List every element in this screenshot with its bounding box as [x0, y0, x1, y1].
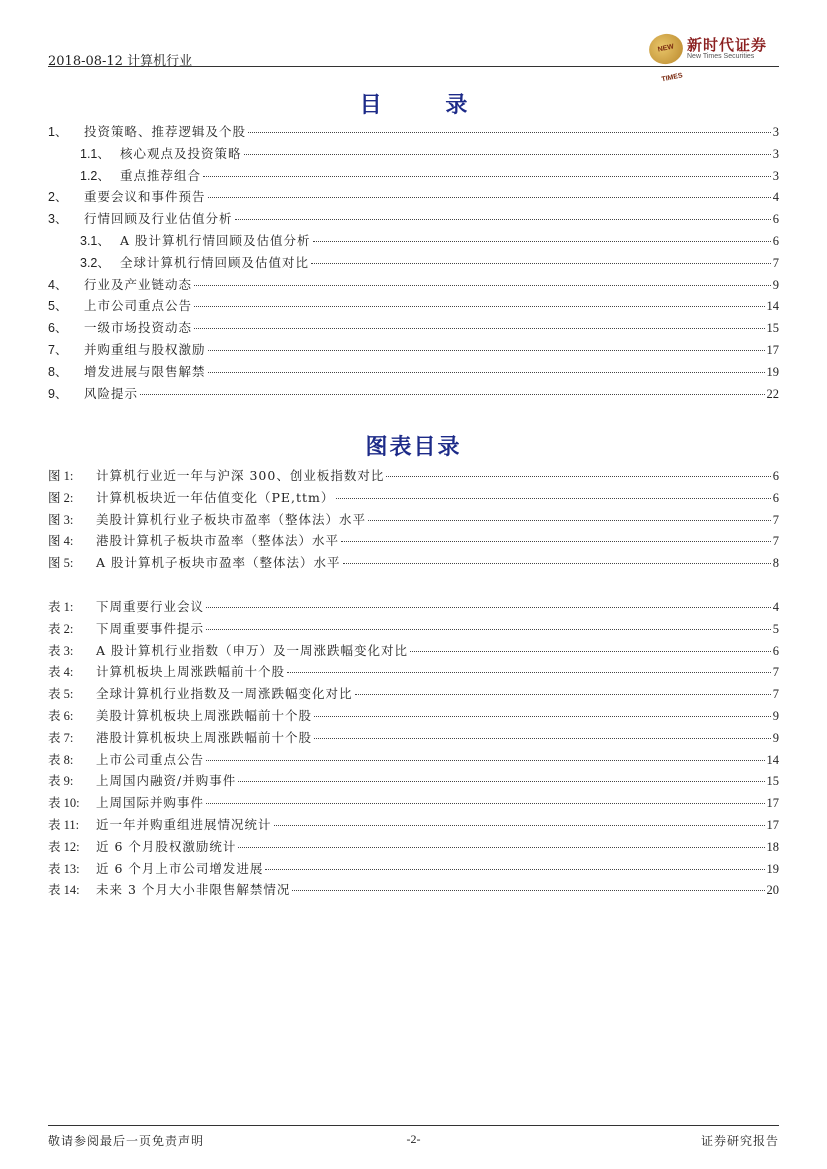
entry-page-number: 9	[772, 730, 779, 745]
entry-page-number: 19	[766, 364, 779, 379]
entry-page-number: 4	[772, 190, 779, 205]
table-entry[interactable]	[48, 641, 779, 663]
entry-label: A 股计算机子板块市盈率（整体法）水平	[96, 555, 341, 571]
entry-label: 重点推荐组合	[120, 167, 202, 183]
entry-number: 2、	[48, 190, 68, 205]
entry-label: 下周重要行业会议	[96, 599, 205, 614]
entry-number: 图 5:	[48, 556, 74, 571]
entry-label: 并购重组与股权激励	[84, 341, 206, 357]
toc-entry[interactable]	[48, 209, 779, 231]
entry-label: 美股计算机板块上周涨跌幅前十个股	[96, 707, 313, 723]
entry-page-number: 7	[772, 687, 779, 702]
entry-label: 港股计算机板块上周涨跌幅前十个股	[96, 729, 313, 745]
entry-page-number: 9	[772, 708, 779, 723]
entry-number: 表 4:	[48, 665, 74, 680]
toc-entry[interactable]	[48, 187, 779, 209]
dot-leader	[248, 132, 771, 133]
entry-number: 表 13:	[48, 861, 80, 876]
entry-label: 全球计算机行业指数及一周涨跌幅变化对比	[96, 686, 353, 702]
company-logo	[649, 32, 779, 84]
table-entry[interactable]	[48, 728, 779, 750]
entry-page-number: 19	[766, 861, 779, 876]
entry-page-number: 17	[766, 817, 779, 832]
table-entry[interactable]	[48, 619, 779, 641]
toc-entry[interactable]	[48, 122, 779, 144]
table-entry[interactable]	[48, 662, 779, 684]
entry-page-number: 6	[772, 643, 779, 658]
entry-label: 上周国际并购事件	[96, 795, 205, 811]
dot-leader	[368, 520, 771, 521]
entry-label: 重要会议和事件预告	[84, 189, 206, 205]
entry-number: 6、	[48, 321, 68, 336]
toc-entry[interactable]	[48, 318, 779, 340]
entry-number: 表 7:	[48, 730, 74, 745]
entry-number: 表 6:	[48, 708, 74, 723]
toc-entry[interactable]	[48, 384, 779, 406]
entry-page-number: 7	[772, 255, 779, 270]
toc-entry[interactable]	[48, 340, 779, 362]
entry-page-number: 9	[772, 277, 779, 292]
entry-number: 1、	[48, 125, 68, 139]
entry-number: 表 12:	[48, 839, 80, 854]
logo-chinese-name: 新时代证券	[687, 36, 768, 54]
header-divider	[48, 66, 779, 67]
toc-entry[interactable]	[48, 144, 779, 166]
entry-number: 5、	[48, 299, 68, 314]
entry-page-number: 14	[766, 752, 779, 767]
entry-number: 表 8:	[48, 752, 74, 767]
table-of-contents	[48, 122, 779, 405]
table-entry[interactable]	[48, 859, 779, 881]
figures-tables-title: 图表目录	[365, 434, 462, 460]
entry-page-number: 6	[772, 233, 779, 248]
entry-number: 1.1、	[80, 146, 110, 161]
entry-page-number: 14	[766, 299, 779, 314]
entry-label: 上市公司重点公告	[96, 751, 205, 767]
toc-entry[interactable]	[48, 362, 779, 384]
logo-english-name: New Times Securities	[687, 53, 755, 60]
table-entry[interactable]	[48, 684, 779, 706]
dot-leader	[194, 306, 764, 307]
entry-label: 近 6 个月股权激励统计	[96, 838, 237, 854]
figure-entry[interactable]	[48, 488, 779, 510]
entry-number: 图 2:	[48, 490, 74, 505]
entry-label: 全球计算机行情回顾及估值对比	[120, 254, 310, 270]
dot-leader	[410, 651, 771, 652]
dot-leader	[274, 825, 765, 826]
entry-label: 计算机板块近一年估值变化（PE,ttm）	[96, 489, 335, 505]
table-entry[interactable]	[48, 837, 779, 859]
table-entry[interactable]	[48, 880, 779, 902]
dot-leader	[206, 803, 764, 804]
entry-label: 未来 3 个月大小非限售解禁情况	[96, 882, 291, 898]
entry-page-number: 4	[772, 600, 779, 614]
dot-leader	[287, 672, 771, 673]
entry-page-number: 6	[772, 490, 779, 505]
footer-report-type: 证券研究报告	[700, 1134, 779, 1148]
entry-label: 投资策略、推荐逻辑及个股	[84, 124, 247, 139]
dot-leader	[343, 563, 771, 564]
dot-leader	[208, 350, 765, 351]
table-entry[interactable]	[48, 793, 779, 815]
toc-entry[interactable]	[48, 296, 779, 318]
dot-leader	[208, 372, 765, 373]
entry-label: 一级市场投资动态	[84, 320, 193, 336]
entry-number: 1.2、	[80, 168, 110, 183]
entry-label: 上市公司重点公告	[84, 298, 193, 314]
dot-leader	[208, 197, 771, 198]
dot-leader	[313, 241, 771, 242]
header-date-industry: 2018-08-12 计算机行业	[48, 54, 193, 69]
toc-entry[interactable]	[48, 166, 779, 188]
footer-disclaimer: 敬请参阅最后一页免责声明	[48, 1134, 205, 1148]
entry-page-number: 15	[766, 774, 779, 789]
dot-leader	[238, 847, 764, 848]
entry-number: 3.2、	[80, 255, 110, 270]
dot-leader	[336, 498, 770, 499]
entry-number: 表 5:	[48, 687, 74, 702]
entry-page-number: 5	[772, 621, 779, 636]
footer-divider	[48, 1125, 779, 1126]
entry-number: 表 3:	[48, 643, 74, 658]
entry-number: 4、	[48, 277, 68, 292]
entry-number: 表 10:	[48, 796, 80, 811]
entry-page-number: 18	[766, 839, 779, 854]
entry-page-number: 15	[766, 321, 779, 336]
dot-leader	[203, 176, 771, 177]
entry-page-number: 8	[772, 556, 779, 571]
entry-page-number: 17	[766, 342, 779, 357]
dot-leader	[140, 394, 764, 395]
dot-leader	[206, 760, 764, 761]
dot-leader	[244, 154, 771, 155]
entry-label: 美股计算机行业子板块市盈率（整体法）水平	[96, 511, 367, 527]
dot-leader	[314, 716, 771, 717]
dot-leader	[206, 607, 771, 608]
dot-leader	[235, 219, 771, 220]
figure-entry[interactable]	[48, 531, 779, 553]
table-entry[interactable]	[48, 815, 779, 837]
entry-label: 行情回顾及行业估值分析	[84, 211, 233, 227]
entry-label: 计算机板块上周涨跌幅前十个股	[96, 664, 286, 680]
entry-number: 7、	[48, 342, 68, 357]
entry-number: 8、	[48, 364, 68, 379]
entry-number: 图 4:	[48, 534, 74, 549]
entry-number: 9、	[48, 386, 68, 401]
dot-leader	[386, 476, 770, 477]
entry-label: A 股计算机行情回顾及估值分析	[120, 232, 311, 248]
entry-page-number: 7	[772, 512, 779, 527]
table-entry[interactable]	[48, 706, 779, 728]
entry-number: 表 14:	[48, 883, 80, 898]
entry-label: 近 6 个月上市公司增发进展	[96, 860, 264, 876]
table-entry[interactable]	[48, 597, 779, 619]
entry-number: 图 1:	[48, 469, 74, 483]
entry-label: 计算机行业近一年与沪深 300、创业板指数对比	[96, 468, 385, 483]
entry-label: 下周重要事件提示	[96, 620, 205, 636]
dot-leader	[194, 285, 771, 286]
entry-number: 3.1、	[80, 233, 110, 248]
entry-number: 表 9:	[48, 774, 74, 789]
entry-page-number: 22	[766, 386, 779, 401]
entry-page-number: 20	[766, 883, 779, 898]
entry-label: 核心观点及投资策略	[120, 145, 242, 161]
toc-title: 目 录	[359, 92, 496, 118]
entry-label: 行业及产业链动态	[84, 276, 193, 292]
dot-leader	[311, 263, 771, 264]
entry-number: 3、	[48, 212, 68, 227]
entry-label: 增发进展与限售解禁	[84, 363, 206, 379]
dot-leader	[341, 541, 771, 542]
toc-entry[interactable]	[48, 275, 779, 297]
page-number: -2-	[406, 1132, 421, 1146]
entry-page-number: 3	[772, 146, 779, 161]
table-list	[48, 597, 779, 902]
table-entry[interactable]	[48, 771, 779, 793]
figure-entry[interactable]	[48, 553, 779, 575]
table-entry[interactable]	[48, 750, 779, 772]
entry-number: 表 11:	[48, 817, 80, 832]
entry-page-number: 17	[766, 796, 779, 811]
entry-label: 上周国内融资/并购事件	[96, 773, 237, 789]
entry-page-number: 7	[772, 665, 779, 680]
toc-entry[interactable]	[48, 253, 779, 275]
dot-leader	[292, 890, 764, 891]
entry-page-number: 7	[772, 534, 779, 549]
entry-page-number: 3	[772, 168, 779, 183]
logo-emblem-icon: NEW TIMES	[646, 31, 685, 67]
entry-number: 图 3:	[48, 512, 74, 527]
entry-page-number: 3	[772, 125, 779, 139]
dot-leader	[355, 694, 771, 695]
figure-list	[48, 466, 779, 575]
entry-label: 港股计算机子板块市盈率（整体法）水平	[96, 533, 340, 549]
dot-leader	[206, 629, 771, 630]
entry-label: 风险提示	[84, 385, 139, 401]
entry-number: 表 1:	[48, 600, 74, 614]
toc-entry[interactable]	[48, 231, 779, 253]
entry-label: A 股计算机行业指数（申万）及一周涨跌幅变化对比	[96, 642, 409, 658]
entry-number: 表 2:	[48, 621, 74, 636]
entry-page-number: 6	[772, 469, 779, 483]
figure-entry[interactable]	[48, 510, 779, 532]
dot-leader	[194, 328, 764, 329]
entry-page-number: 6	[772, 212, 779, 227]
dot-leader	[238, 781, 764, 782]
dot-leader	[314, 738, 771, 739]
dot-leader	[265, 869, 764, 870]
entry-label: 近一年并购重组进展情况统计	[96, 816, 272, 832]
figure-entry[interactable]	[48, 466, 779, 488]
